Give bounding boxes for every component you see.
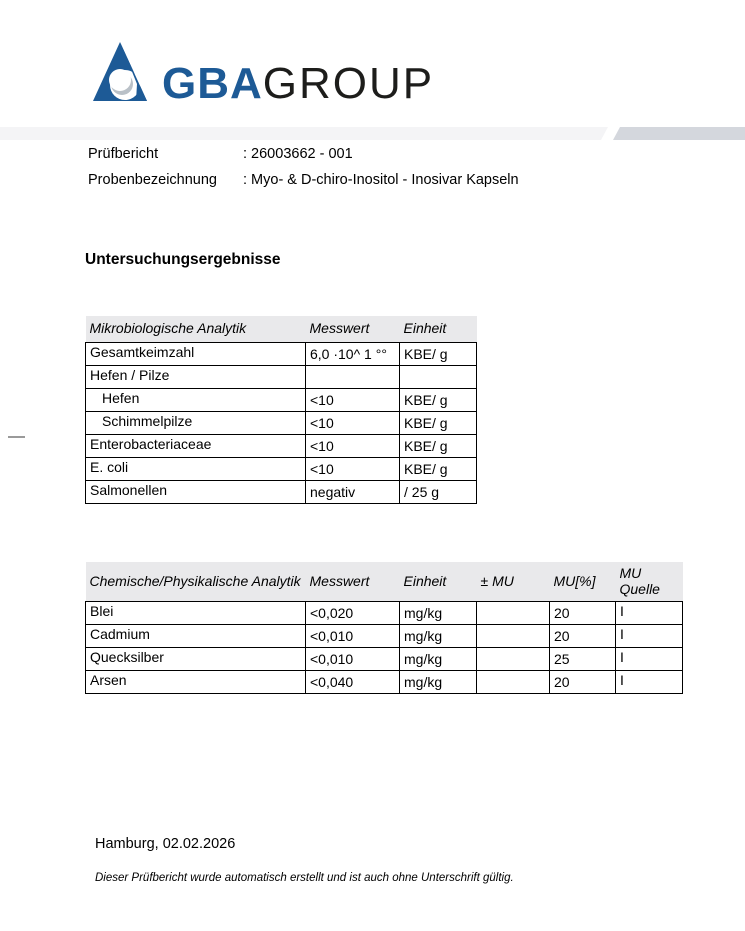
parameter-name-cell: Hefen xyxy=(86,388,306,411)
table-row xyxy=(86,411,477,434)
chemical-table-body xyxy=(86,601,683,693)
place-and-date: Hamburg, 02.02.2026 xyxy=(95,836,236,852)
sample-name-row xyxy=(88,172,519,198)
table-row xyxy=(86,434,477,457)
parameter-name-cell: Schimmelpilze xyxy=(86,411,306,434)
unit-cell: mg/kg xyxy=(400,624,477,647)
chemical-table-header xyxy=(86,562,683,601)
table-row xyxy=(86,365,477,388)
report-number-row xyxy=(88,146,519,172)
measured-value-cell: 6,0 ·10^ 1 °° xyxy=(306,342,400,365)
parameter-name-cell: Hefen / Pilze xyxy=(86,365,306,388)
table-row xyxy=(86,342,477,365)
validity-disclaimer: Dieser Prüfbericht wurde automatisch erstellt und ist auch ohne Unterschrift gültig. xyxy=(95,872,514,884)
mu-source-cell: I xyxy=(616,647,683,670)
mu-percent-cell: 20 xyxy=(550,601,616,624)
measured-value-cell: <10 xyxy=(306,388,400,411)
unit-cell: KBE/ g xyxy=(400,434,477,457)
unit-cell: mg/kg xyxy=(400,601,477,624)
mu-source-cell: I xyxy=(616,670,683,693)
microbiology-results-table xyxy=(85,316,477,504)
mu-source-cell: I xyxy=(616,601,683,624)
header-band-dark-segment xyxy=(613,127,745,140)
micro-header-einheit: Einheit xyxy=(400,316,477,342)
table-row xyxy=(86,647,683,670)
mu-source-cell: I xyxy=(616,624,683,647)
measured-value-cell: negativ xyxy=(306,480,400,503)
micro-header-analytik: Mikrobiologische Analytik xyxy=(86,316,306,342)
chem-header-pm-mu: ± MU xyxy=(477,562,550,601)
sample-name-label: Probenbezeichnung xyxy=(88,172,217,188)
header-band-light-segment xyxy=(0,127,608,140)
parameter-name-cell: Enterobacteriaceae xyxy=(86,434,306,457)
mu-percent-cell: 20 xyxy=(550,670,616,693)
microbiology-table-header xyxy=(86,316,477,342)
parameter-name-cell: E. coli xyxy=(86,457,306,480)
logo-text-gba: GBA xyxy=(162,59,263,108)
measured-value-cell: <0,040 xyxy=(306,670,400,693)
pm-mu-cell xyxy=(477,624,550,647)
unit-cell: mg/kg xyxy=(400,670,477,693)
pm-mu-cell xyxy=(477,647,550,670)
unit-cell: KBE/ g xyxy=(400,457,477,480)
table-row xyxy=(86,388,477,411)
parameter-name-cell: Blei xyxy=(86,601,306,624)
parameter-name-cell: Salmonellen xyxy=(86,480,306,503)
mu-percent-cell: 25 xyxy=(550,647,616,670)
chem-header-mu-pct: MU[%] xyxy=(550,562,616,601)
gba-group-logo xyxy=(92,40,434,108)
parameter-name-cell: Gesamtkeimzahl xyxy=(86,342,306,365)
unit-cell xyxy=(400,365,477,388)
table-row xyxy=(86,457,477,480)
table-row xyxy=(86,624,683,647)
report-number-label: Prüfbericht xyxy=(88,146,159,162)
logo-text-group: GROUP xyxy=(262,59,435,108)
header-band xyxy=(0,127,745,140)
sample-name-value: : Myo- & D-chiro-Inositol - Inosivar Kapseln xyxy=(243,172,519,188)
unit-cell: KBE/ g xyxy=(400,388,477,411)
table-row xyxy=(86,670,683,693)
chem-header-analytik: Chemische/Physikalische Analytik xyxy=(86,562,306,601)
mu-percent-cell: 20 xyxy=(550,624,616,647)
micro-header-messwert: Messwert xyxy=(306,316,400,342)
measured-value-cell xyxy=(306,365,400,388)
measured-value-cell: <10 xyxy=(306,434,400,457)
measured-value-cell: <10 xyxy=(306,457,400,480)
chemical-physical-results-table xyxy=(85,562,683,694)
measured-value-cell: <0,010 xyxy=(306,647,400,670)
microbiology-table-body xyxy=(86,342,477,503)
pm-mu-cell xyxy=(477,670,550,693)
unit-cell: mg/kg xyxy=(400,647,477,670)
unit-cell: / 25 g xyxy=(400,480,477,503)
parameter-name-cell: Cadmium xyxy=(86,624,306,647)
page-fold-mark xyxy=(8,436,25,438)
measured-value-cell: <10 xyxy=(306,411,400,434)
chem-header-mu-quelle: MU Quelle xyxy=(616,562,683,601)
unit-cell: KBE/ g xyxy=(400,411,477,434)
parameter-name-cell: Quecksilber xyxy=(86,647,306,670)
logo-wordmark xyxy=(162,59,435,108)
results-section-title: Untersuchungsergebnisse xyxy=(85,251,281,268)
chem-header-messwert: Messwert xyxy=(306,562,400,601)
table-row xyxy=(86,480,477,503)
chem-header-einheit: Einheit xyxy=(400,562,477,601)
unit-cell: KBE/ g xyxy=(400,342,477,365)
pm-mu-cell xyxy=(477,601,550,624)
table-row xyxy=(86,601,683,624)
report-meta xyxy=(88,146,519,198)
report-number-value: : 26003662 - 001 xyxy=(243,146,353,162)
gba-triangle-drop-icon xyxy=(92,40,148,108)
parameter-name-cell: Arsen xyxy=(86,670,306,693)
measured-value-cell: <0,010 xyxy=(306,624,400,647)
measured-value-cell: <0,020 xyxy=(306,601,400,624)
